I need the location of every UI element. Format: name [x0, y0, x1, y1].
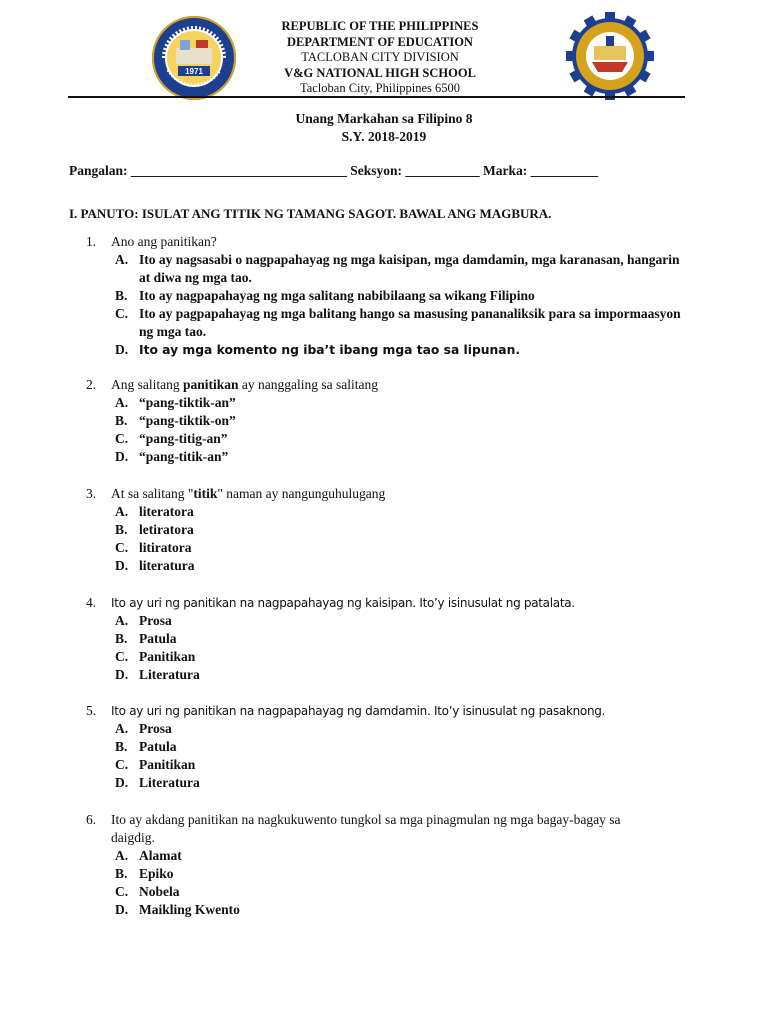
option-d: [86, 341, 686, 359]
option-letter: B.: [115, 631, 128, 646]
question-4: [86, 594, 686, 684]
option-text: Ito ay pagpapahayag ng mga balitang hango sa masusing pananaliksik para sa impormaasyon ng mga tao.: [139, 306, 681, 339]
option-d: [86, 557, 686, 575]
header-address: Tacloban City, Philippines 6500: [299, 81, 461, 95]
option-letter: D.: [115, 902, 129, 917]
option-letter: D.: [115, 558, 129, 573]
question-stem: [86, 233, 686, 251]
option-a: [86, 251, 686, 287]
option-letter: D.: [115, 449, 129, 464]
option-text: Patula: [139, 631, 177, 646]
option-text: Prosa: [139, 613, 172, 628]
option-letter: B.: [115, 413, 128, 428]
header-division: TACLOBAN CITY DIVISION: [301, 50, 459, 64]
option-c: [86, 430, 686, 448]
option-text: Ito ay mga komento ng iba’t ibang mga tao sa lipunan.: [139, 343, 521, 357]
option-letter: B.: [115, 739, 128, 754]
option-c: [86, 648, 686, 666]
option-letter: B.: [115, 866, 128, 881]
question-number: 3.: [86, 486, 97, 501]
option-text: Alamat: [139, 848, 182, 863]
option-text: Panitikan: [139, 649, 196, 664]
question-number: 5.: [86, 703, 97, 718]
option-text: Epiko: [139, 866, 174, 881]
option-c: [86, 756, 686, 774]
svg-text:1971: 1971: [185, 67, 203, 76]
option-c: [86, 883, 666, 901]
option-b: [86, 630, 686, 648]
option-text: “pang-tiktik-an”: [139, 395, 236, 410]
header-divider: [68, 96, 685, 98]
option-a: [86, 503, 686, 521]
option-b: [86, 412, 686, 430]
option-text: Literatura: [139, 775, 200, 790]
option-text: Literatura: [139, 667, 200, 682]
option-text: Patula: [139, 739, 177, 754]
question-text: Ito ay uri ng panitikan na nagpapahayag ng kaisipan. Ito’y isinusulat ng patalata.: [111, 596, 575, 610]
question-5: [86, 702, 686, 792]
option-text: “pang-titik-an”: [139, 449, 229, 464]
option-a: [86, 720, 686, 738]
option-b: [86, 287, 686, 305]
option-letter: C.: [115, 757, 129, 772]
instructions: I. PANUTO: ISULAT ANG TITIK NG TAMANG SAGOT. BAWAL ANG MAGBURA.: [69, 206, 552, 221]
question-number: 6.: [86, 812, 97, 827]
header-republic: REPUBLIC OF THE PHILIPPINES: [281, 19, 479, 33]
option-text: letiratora: [139, 522, 194, 537]
option-letter: D.: [115, 667, 129, 682]
option-letter: A.: [115, 848, 129, 863]
question-text-pre: Ang salitang: [111, 377, 183, 392]
option-d: [86, 774, 686, 792]
question-2: [86, 376, 686, 466]
option-text: Ito ay nagpapahayag ng mga salitang nabibilaang sa wikang Filipino: [139, 288, 535, 303]
option-b: [86, 521, 686, 539]
header-school-name: V&G NATIONAL HIGH SCHOOL: [284, 65, 476, 80]
option-letter: A.: [115, 252, 129, 267]
question-1: [86, 233, 686, 359]
division-seal-logo: [150, 14, 238, 102]
option-a: [86, 847, 666, 865]
question-text-pre: At sa salitang ": [111, 486, 194, 501]
option-d: [86, 901, 666, 919]
question-number: 2.: [86, 377, 97, 392]
option-text: “pang-tiktik-on”: [139, 413, 236, 428]
option-d: [86, 666, 686, 684]
option-letter: C.: [115, 649, 129, 664]
option-text: literatura: [139, 558, 195, 573]
option-text: Panitikan: [139, 757, 196, 772]
question-keyword: panitikan: [183, 377, 239, 392]
option-letter: C.: [115, 431, 129, 446]
option-a: [86, 394, 686, 412]
option-letter: A.: [115, 395, 129, 410]
question-number: 4.: [86, 595, 97, 610]
school-gear-logo: [566, 12, 654, 100]
option-text: Nobela: [139, 884, 180, 899]
question-keyword: titik: [193, 486, 218, 501]
question-text: Ano ang panitikan?: [111, 234, 217, 249]
school-year: S.Y. 2018-2019: [341, 129, 427, 144]
student-info-line: Pangalan: ________________________________ Seksyon: ___________ Marka: __________: [69, 163, 599, 178]
question-text: Ito ay uri ng panitikan na nagpapahayag ng damdamin. Ito’y isinusulat ng pasaknong.: [111, 704, 606, 718]
option-letter: A.: [115, 721, 129, 736]
option-letter: B.: [115, 522, 128, 537]
question-number: 1.: [86, 234, 97, 249]
option-c: [86, 539, 686, 557]
option-d: [86, 448, 686, 466]
header-department: DEPARTMENT OF EDUCATION: [287, 34, 473, 49]
question-text-post: " naman ay nangunguhulugang: [217, 486, 386, 501]
option-b: [86, 865, 666, 883]
option-letter: A.: [115, 613, 129, 628]
question-6: [86, 811, 666, 919]
question-text-post: ay nanggaling sa salitang: [238, 377, 378, 392]
question-stem: [86, 376, 686, 394]
option-a: [86, 612, 686, 630]
option-text: Prosa: [139, 721, 172, 736]
exam-title-block: [0, 110, 768, 146]
question-stem: [86, 811, 666, 847]
question-stem: [86, 485, 686, 503]
option-letter: C.: [115, 306, 129, 321]
school-header: [230, 19, 530, 97]
option-text: Maikling Kwento: [139, 902, 240, 917]
option-letter: D.: [115, 775, 129, 790]
option-text: “pang-titig-an”: [139, 431, 228, 446]
option-letter: D.: [115, 342, 129, 357]
option-b: [86, 738, 686, 756]
option-text: Ito ay nagsasabi o nagpapahayag ng mga kaisipan, mga damdamin, mga karanasan, hangarin at diwa ng mga tao.: [139, 252, 680, 285]
option-text: litiratora: [139, 540, 192, 555]
question-stem: [86, 594, 686, 612]
option-letter: B.: [115, 288, 128, 303]
option-letter: A.: [115, 504, 129, 519]
option-letter: C.: [115, 884, 129, 899]
question-text: Ito ay akdang panitikan na nagkukuwento tungkol sa mga pinagmulan ng mga bagay-bagay sa daigdig.: [111, 812, 621, 845]
exam-title: Unang Markahan sa Filipino 8: [295, 111, 473, 126]
question-3: [86, 485, 686, 575]
option-letter: C.: [115, 540, 129, 555]
question-stem: [86, 702, 686, 720]
option-c: [86, 305, 686, 341]
option-text: literatora: [139, 504, 194, 519]
